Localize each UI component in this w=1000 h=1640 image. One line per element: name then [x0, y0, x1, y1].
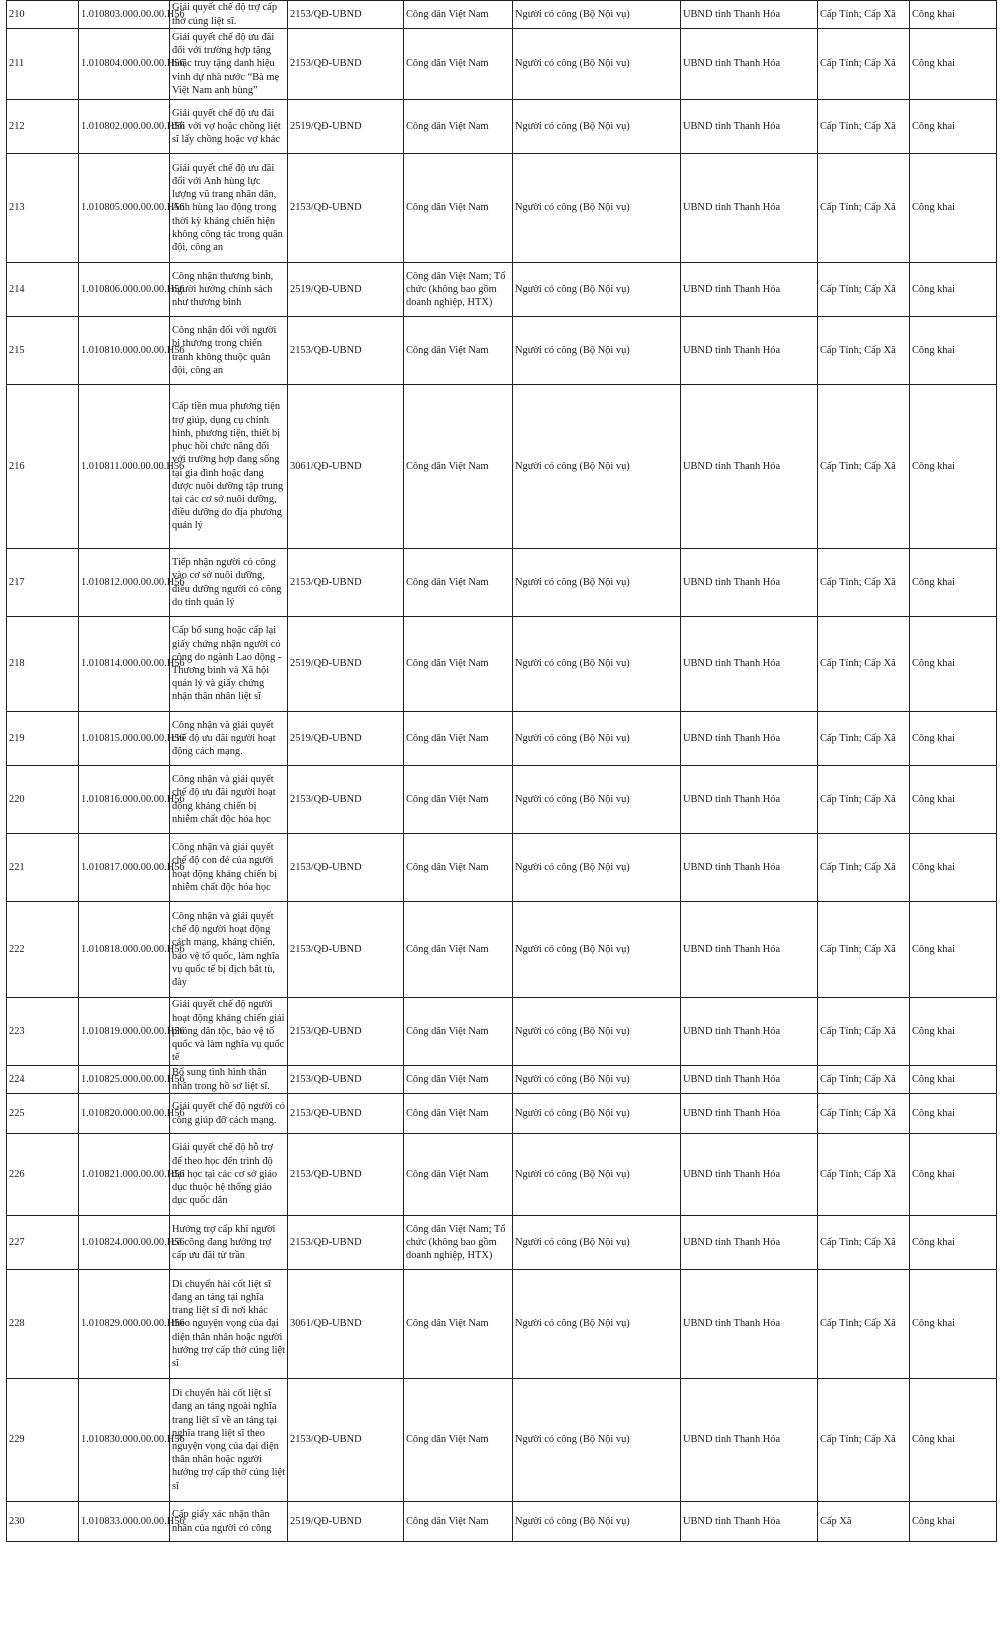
cell-status: Công khai [910, 834, 997, 902]
cell-code: 1.010805.000.00.00.H56 [79, 154, 170, 263]
cell-decision-number: 2153/QĐ-UBND [288, 1379, 404, 1502]
cell-stt: 221 [7, 834, 79, 902]
cell-stt: 214 [7, 263, 79, 317]
cell-stt: 228 [7, 1270, 79, 1379]
cell-agency: UBND tỉnh Thanh Hóa [681, 385, 818, 549]
table-row [7, 834, 997, 902]
cell-field: Người có công (Bộ Nội vụ) [513, 998, 681, 1066]
table-row [7, 100, 997, 154]
cell-level: Cấp Tỉnh; Cấp Xã [818, 385, 910, 549]
cell-level: Cấp Tỉnh; Cấp Xã [818, 154, 910, 263]
cell-level: Cấp Tỉnh; Cấp Xã [818, 1066, 910, 1094]
cell-code: 1.010818.000.00.00.H56 [79, 902, 170, 998]
cell-status: Công khai [910, 1270, 997, 1379]
cell-level: Cấp Tỉnh; Cấp Xã [818, 1379, 910, 1502]
cell-status: Công khai [910, 154, 997, 263]
table-row [7, 1216, 997, 1270]
cell-subject: Công dân Việt Nam; Tổ chức (không bao gồm doanh nghiệp, HTX) [404, 263, 513, 317]
cell-field: Người có công (Bộ Nội vụ) [513, 1379, 681, 1502]
cell-stt: 213 [7, 154, 79, 263]
cell-level: Cấp Tỉnh; Cấp Xã [818, 617, 910, 712]
cell-code: 1.010811.000.00.00.H56 [79, 385, 170, 549]
cell-procedure-name: Giải quyết chế độ người hoạt động kháng chiến giải phóng dân tộc, bảo vệ tổ quốc và làm nghĩa vụ quốc tế [170, 998, 288, 1066]
cell-status: Công khai [910, 712, 997, 766]
cell-decision-number: 2153/QĐ-UBND [288, 998, 404, 1066]
cell-code: 1.010812.000.00.00.H56 [79, 549, 170, 617]
cell-procedure-name: Cấp bổ sung hoặc cấp lại giấy chứng nhận người có công do ngành Lao động - Thương binh và Xã hội quản lý và giấy chứng nhận thân nhân liệt sĩ [170, 617, 288, 712]
table-row [7, 263, 997, 317]
cell-code: 1.010815.000.00.00.H56 [79, 712, 170, 766]
cell-agency: UBND tỉnh Thanh Hóa [681, 1216, 818, 1270]
cell-stt: 218 [7, 617, 79, 712]
cell-status: Công khai [910, 549, 997, 617]
cell-level: Cấp Tỉnh; Cấp Xã [818, 1270, 910, 1379]
cell-procedure-name: Giải quyết chế độ hỗ trợ để theo học đến trình độ đại học tại các cơ sở giáo dục thuộc hệ thống giáo dục quốc dân [170, 1134, 288, 1216]
cell-decision-number: 2153/QĐ-UBND [288, 1216, 404, 1270]
cell-level: Cấp Tỉnh; Cấp Xã [818, 766, 910, 834]
cell-procedure-name: Cấp tiền mua phương tiện trợ giúp, dụng cụ chỉnh hình, phương tiện, thiết bị phục hồi chức năng đối với trường hợp đang sống tại gia đình hoặc đang được nuôi dưỡng tập trung tại các cơ sở nuôi dưỡng, điều dưỡng do địa phương quản lý [170, 385, 288, 549]
cell-field: Người có công (Bộ Nội vụ) [513, 617, 681, 712]
cell-code: 1.010803.000.00.00.H56 [79, 1, 170, 29]
cell-stt: 224 [7, 1066, 79, 1094]
cell-stt: 217 [7, 549, 79, 617]
cell-stt: 230 [7, 1502, 79, 1542]
cell-status: Công khai [910, 998, 997, 1066]
cell-agency: UBND tỉnh Thanh Hóa [681, 766, 818, 834]
cell-level: Cấp Tỉnh; Cấp Xã [818, 549, 910, 617]
table-row [7, 998, 997, 1066]
cell-code: 1.010825.000.00.00.H56 [79, 1066, 170, 1094]
cell-status: Công khai [910, 1094, 997, 1134]
cell-procedure-name: Công nhận thương binh, người hưởng chính sách như thương binh [170, 263, 288, 317]
cell-subject: Công dân Việt Nam [404, 712, 513, 766]
cell-decision-number: 2153/QĐ-UBND [288, 154, 404, 263]
cell-level: Cấp Tỉnh; Cấp Xã [818, 317, 910, 385]
cell-code: 1.010824.000.00.00.H56 [79, 1216, 170, 1270]
cell-field: Người có công (Bộ Nội vụ) [513, 317, 681, 385]
cell-decision-number: 3061/QĐ-UBND [288, 1270, 404, 1379]
cell-status: Công khai [910, 1216, 997, 1270]
cell-procedure-name: Giải quyết chế độ ưu đãi đối với vợ hoặc chồng liệt sĩ lấy chồng hoặc vợ khác [170, 100, 288, 154]
cell-decision-number: 2519/QĐ-UBND [288, 100, 404, 154]
table-row [7, 317, 997, 385]
cell-stt: 222 [7, 902, 79, 998]
cell-decision-number: 2519/QĐ-UBND [288, 712, 404, 766]
cell-field: Người có công (Bộ Nội vụ) [513, 1134, 681, 1216]
cell-level: Cấp Tỉnh; Cấp Xã [818, 1, 910, 29]
cell-agency: UBND tỉnh Thanh Hóa [681, 154, 818, 263]
table-row [7, 29, 997, 100]
cell-agency: UBND tỉnh Thanh Hóa [681, 100, 818, 154]
cell-agency: UBND tỉnh Thanh Hóa [681, 29, 818, 100]
cell-agency: UBND tỉnh Thanh Hóa [681, 1, 818, 29]
cell-subject: Công dân Việt Nam [404, 29, 513, 100]
cell-procedure-name: Bổ sung tình hình thân nhân trong hồ sơ liệt sĩ. [170, 1066, 288, 1094]
cell-agency: UBND tỉnh Thanh Hóa [681, 902, 818, 998]
cell-subject: Công dân Việt Nam [404, 154, 513, 263]
table-row [7, 549, 997, 617]
cell-level: Cấp Tỉnh; Cấp Xã [818, 263, 910, 317]
cell-code: 1.010829.000.00.00.H56 [79, 1270, 170, 1379]
cell-status: Công khai [910, 902, 997, 998]
cell-stt: 223 [7, 998, 79, 1066]
cell-field: Người có công (Bộ Nội vụ) [513, 834, 681, 902]
cell-agency: UBND tỉnh Thanh Hóa [681, 263, 818, 317]
cell-level: Cấp Tỉnh; Cấp Xã [818, 834, 910, 902]
cell-status: Công khai [910, 1379, 997, 1502]
cell-status: Công khai [910, 1, 997, 29]
cell-code: 1.010804.000.00.00.H56 [79, 29, 170, 100]
cell-field: Người có công (Bộ Nội vụ) [513, 1094, 681, 1134]
cell-decision-number: 2153/QĐ-UBND [288, 902, 404, 998]
cell-field: Người có công (Bộ Nội vụ) [513, 766, 681, 834]
cell-procedure-name: Di chuyển hài cốt liệt sĩ đang an táng ngoài nghĩa trang liệt sĩ về an táng tại nghĩa trang liệt sĩ theo nguyện vọng của đại diện thân nhân hoặc người hưởng trợ cấp thờ cúng liệt sĩ [170, 1379, 288, 1502]
cell-subject: Công dân Việt Nam [404, 902, 513, 998]
cell-code: 1.010816.000.00.00.H56 [79, 766, 170, 834]
cell-subject: Công dân Việt Nam [404, 100, 513, 154]
cell-subject: Công dân Việt Nam [404, 1094, 513, 1134]
cell-stt: 219 [7, 712, 79, 766]
table-row [7, 766, 997, 834]
cell-field: Người có công (Bộ Nội vụ) [513, 1066, 681, 1094]
cell-subject: Công dân Việt Nam [404, 834, 513, 902]
cell-stt: 227 [7, 1216, 79, 1270]
table-row [7, 1, 997, 29]
table-row [7, 154, 997, 263]
cell-agency: UBND tỉnh Thanh Hóa [681, 834, 818, 902]
cell-subject: Công dân Việt Nam [404, 1502, 513, 1542]
cell-decision-number: 2153/QĐ-UBND [288, 29, 404, 100]
cell-level: Cấp Tỉnh; Cấp Xã [818, 998, 910, 1066]
cell-code: 1.010810.000.00.00.H56 [79, 317, 170, 385]
cell-procedure-name: Công nhận và giải quyết chế độ ưu đãi người hoạt động kháng chiến bị nhiễm chất độc hóa học [170, 766, 288, 834]
cell-code: 1.010819.000.00.00.H56 [79, 998, 170, 1066]
cell-status: Công khai [910, 1502, 997, 1542]
cell-decision-number: 2153/QĐ-UBND [288, 317, 404, 385]
cell-field: Người có công (Bộ Nội vụ) [513, 385, 681, 549]
cell-procedure-name: Giải quyết chế độ người có công giúp đỡ cách mạng. [170, 1094, 288, 1134]
cell-decision-number: 2153/QĐ-UBND [288, 1066, 404, 1094]
cell-agency: UBND tỉnh Thanh Hóa [681, 549, 818, 617]
cell-agency: UBND tỉnh Thanh Hóa [681, 317, 818, 385]
cell-code: 1.010802.000.00.00.H56 [79, 100, 170, 154]
cell-code: 1.010814.000.00.00.H56 [79, 617, 170, 712]
cell-subject: Công dân Việt Nam [404, 1379, 513, 1502]
cell-procedure-name: Cấp giấy xác nhận thân nhân của người có công [170, 1502, 288, 1542]
cell-stt: 216 [7, 385, 79, 549]
cell-field: Người có công (Bộ Nội vụ) [513, 902, 681, 998]
cell-subject: Công dân Việt Nam [404, 385, 513, 549]
table-row [7, 617, 997, 712]
cell-status: Công khai [910, 29, 997, 100]
cell-agency: UBND tỉnh Thanh Hóa [681, 1094, 818, 1134]
cell-decision-number: 2519/QĐ-UBND [288, 263, 404, 317]
cell-level: Cấp Tỉnh; Cấp Xã [818, 100, 910, 154]
table-row [7, 1134, 997, 1216]
procedure-table [6, 0, 997, 1542]
table-row [7, 1270, 997, 1379]
cell-decision-number: 2519/QĐ-UBND [288, 617, 404, 712]
cell-subject: Công dân Việt Nam [404, 317, 513, 385]
cell-procedure-name: Công nhận và giải quyết chế độ ưu đãi người hoạt động cách mạng. [170, 712, 288, 766]
cell-procedure-name: Tiếp nhận người có công vào cơ sở nuôi dưỡng, điều dưỡng người có công do tỉnh quản lý [170, 549, 288, 617]
cell-agency: UBND tỉnh Thanh Hóa [681, 1270, 818, 1379]
cell-level: Cấp Tỉnh; Cấp Xã [818, 1216, 910, 1270]
cell-field: Người có công (Bộ Nội vụ) [513, 263, 681, 317]
cell-field: Người có công (Bộ Nội vụ) [513, 154, 681, 263]
cell-status: Công khai [910, 317, 997, 385]
cell-level: Cấp Tỉnh; Cấp Xã [818, 1134, 910, 1216]
cell-decision-number: 2519/QĐ-UBND [288, 1502, 404, 1542]
cell-status: Công khai [910, 1134, 997, 1216]
cell-procedure-name: Di chuyển hài cốt liệt sĩ đang an táng tại nghĩa trang liệt sĩ đi nơi khác theo nguyện vọng của đại diện thân nhân hoặc người hưởng trợ cấp thờ cúng liệt sĩ [170, 1270, 288, 1379]
cell-procedure-name: Công nhận và giải quyết chế độ người hoạt động cách mạng, kháng chiến, bảo vệ tổ quốc, làm nghĩa vụ quốc tế bị địch bắt tù, đày [170, 902, 288, 998]
cell-subject: Công dân Việt Nam [404, 998, 513, 1066]
cell-agency: UBND tỉnh Thanh Hóa [681, 1134, 818, 1216]
cell-subject: Công dân Việt Nam [404, 549, 513, 617]
cell-field: Người có công (Bộ Nội vụ) [513, 1, 681, 29]
cell-code: 1.010821.000.00.00.H56 [79, 1134, 170, 1216]
cell-status: Công khai [910, 385, 997, 549]
cell-stt: 215 [7, 317, 79, 385]
cell-stt: 212 [7, 100, 79, 154]
cell-stt: 211 [7, 29, 79, 100]
cell-stt: 226 [7, 1134, 79, 1216]
cell-code: 1.010830.000.00.00.H56 [79, 1379, 170, 1502]
cell-level: Cấp Tỉnh; Cấp Xã [818, 29, 910, 100]
table-row [7, 1502, 997, 1542]
cell-agency: UBND tỉnh Thanh Hóa [681, 1066, 818, 1094]
cell-field: Người có công (Bộ Nội vụ) [513, 100, 681, 154]
cell-field: Người có công (Bộ Nội vụ) [513, 712, 681, 766]
cell-decision-number: 2153/QĐ-UBND [288, 549, 404, 617]
cell-field: Người có công (Bộ Nội vụ) [513, 1270, 681, 1379]
cell-subject: Công dân Việt Nam [404, 1134, 513, 1216]
cell-agency: UBND tỉnh Thanh Hóa [681, 617, 818, 712]
cell-field: Người có công (Bộ Nội vụ) [513, 1216, 681, 1270]
cell-decision-number: 2153/QĐ-UBND [288, 834, 404, 902]
cell-status: Công khai [910, 617, 997, 712]
cell-level: Cấp Tỉnh; Cấp Xã [818, 1094, 910, 1134]
cell-decision-number: 2153/QĐ-UBND [288, 1134, 404, 1216]
cell-decision-number: 2153/QĐ-UBND [288, 766, 404, 834]
cell-agency: UBND tỉnh Thanh Hóa [681, 998, 818, 1066]
table-row [7, 385, 997, 549]
table-row [7, 1094, 997, 1134]
cell-subject: Công dân Việt Nam [404, 1270, 513, 1379]
cell-code: 1.010833.000.00.00.H56 [79, 1502, 170, 1542]
cell-status: Công khai [910, 263, 997, 317]
cell-procedure-name: Công nhận và giải quyết chế độ con đẻ của người hoạt động kháng chiến bị nhiễm chất độc hóa học [170, 834, 288, 902]
cell-agency: UBND tỉnh Thanh Hóa [681, 1502, 818, 1542]
table-row [7, 1066, 997, 1094]
cell-subject: Công dân Việt Nam [404, 617, 513, 712]
cell-stt: 210 [7, 1, 79, 29]
cell-stt: 225 [7, 1094, 79, 1134]
cell-stt: 220 [7, 766, 79, 834]
cell-stt: 229 [7, 1379, 79, 1502]
cell-agency: UBND tỉnh Thanh Hóa [681, 1379, 818, 1502]
cell-procedure-name: Giải quyết chế độ ưu đãi đối với trường hợp tặng hoặc truy tặng danh hiệu vinh dự nhà nước “Bà mẹ Việt Nam anh hùng” [170, 29, 288, 100]
cell-subject: Công dân Việt Nam; Tổ chức (không bao gồm doanh nghiệp, HTX) [404, 1216, 513, 1270]
cell-decision-number: 2153/QĐ-UBND [288, 1094, 404, 1134]
cell-field: Người có công (Bộ Nội vụ) [513, 1502, 681, 1542]
table-row [7, 902, 997, 998]
cell-code: 1.010820.000.00.00.H56 [79, 1094, 170, 1134]
cell-code: 1.010817.000.00.00.H56 [79, 834, 170, 902]
cell-subject: Công dân Việt Nam [404, 1066, 513, 1094]
cell-status: Công khai [910, 766, 997, 834]
cell-decision-number: 2153/QĐ-UBND [288, 1, 404, 29]
table-row [7, 712, 997, 766]
cell-procedure-name: Giải quyết chế độ ưu đãi đối với Anh hùng lực lượng vũ trang nhân dân, Anh hùng lao động trong thời kỳ kháng chiến hiện không công tác trong quân đội, công an [170, 154, 288, 263]
cell-level: Cấp Tỉnh; Cấp Xã [818, 902, 910, 998]
cell-procedure-name: Công nhận đối với người bị thương trong chiến tranh không thuộc quân đội, công an [170, 317, 288, 385]
cell-subject: Công dân Việt Nam [404, 1, 513, 29]
cell-procedure-name: Hưởng trợ cấp khi người có công đang hưởng trợ cấp ưu đãi từ trần [170, 1216, 288, 1270]
cell-code: 1.010806.000.00.00.H56 [79, 263, 170, 317]
cell-level: Cấp Xã [818, 1502, 910, 1542]
cell-status: Công khai [910, 1066, 997, 1094]
cell-field: Người có công (Bộ Nội vụ) [513, 549, 681, 617]
table-body [7, 1, 997, 1542]
cell-agency: UBND tỉnh Thanh Hóa [681, 712, 818, 766]
document-page [6, 0, 996, 1640]
cell-field: Người có công (Bộ Nội vụ) [513, 29, 681, 100]
cell-status: Công khai [910, 100, 997, 154]
cell-subject: Công dân Việt Nam [404, 766, 513, 834]
cell-procedure-name: Giải quyết chế độ trợ cấp thờ cúng liệt sĩ. [170, 1, 288, 29]
cell-level: Cấp Tỉnh; Cấp Xã [818, 712, 910, 766]
cell-decision-number: 3061/QĐ-UBND [288, 385, 404, 549]
table-row [7, 1379, 997, 1502]
